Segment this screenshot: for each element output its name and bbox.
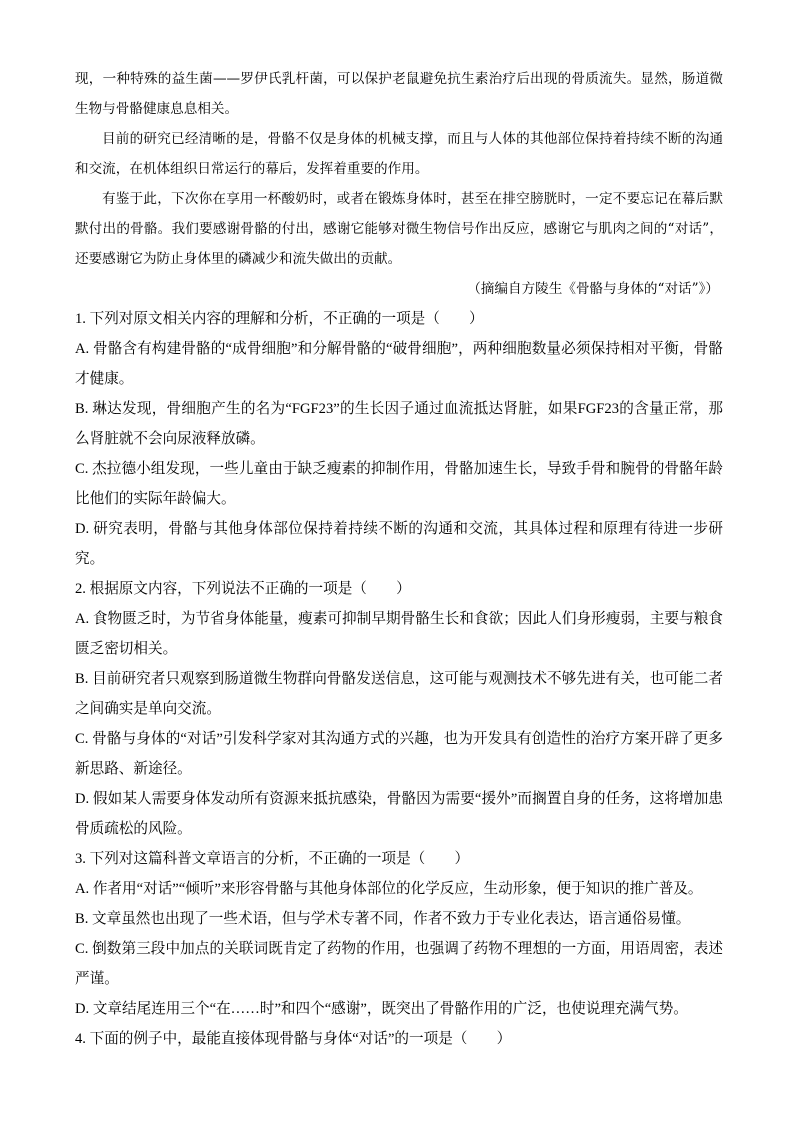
question-option: A. 食物匮乏时，为节省身体能量，瘦素可抑制早期骨骼生长和食欲；因此人们身形瘦弱，主要与粮食匮乏密切相关。	[75, 611, 723, 657]
question-stem: 2. 根据原文内容，下列说法不正确的一项是（ ）	[75, 581, 411, 597]
question-option: B. 文章虽然也出现了一些术语，但与学术专著不同，作者不致力于专业化表达，语言通俗易懂。	[75, 911, 691, 927]
passage-source: （摘编自方陵生《骨骼与身体的“对话”》）	[467, 281, 719, 297]
question-stem: 1. 下列对原文相关内容的理解和分析，不正确的一项是（ ）	[75, 311, 484, 327]
question-stem: 3. 下列对这篇科普文章语言的分析，不正确的一项是（ ）	[75, 851, 470, 867]
question-option: B. 琳达发现，骨细胞产生的名为“FGF23”的生长因子通过血流抵达肾脏，如果FGF23的含量正常，那么肾脏就不会向尿液释放磷。	[75, 401, 723, 447]
question-option: D. 文章结尾连用三个“在……时”和四个“感谢”，既突出了骨骼作用的广泛，也使说理充满气势。	[75, 1001, 688, 1017]
question-option: D. 假如某人需要身体发动所有资源来抵抗感染，骨骼因为需要“援外”而搁置自身的任务，这将增加患骨质疏松的风险。	[75, 791, 723, 837]
question-stem: 4. 下面的例子中，最能直接体现骨骼与身体“对话”的一项是（ ）	[75, 1031, 512, 1047]
question-option: A. 骨骼含有构建骨骼的“成骨细胞”和分解骨骼的“破骨细胞”，两种细胞数量必须保持相对平衡，骨骼才健康。	[75, 341, 723, 387]
passage-paragraph: 现，一种特殊的益生菌——罗伊氏乳杆菌，可以保护老鼠避免抗生素治疗后出现的骨质流失。显然，肠道微生物与骨骼健康息息相关。	[75, 71, 723, 117]
passage-paragraph: 有鉴于此，下次你在享用一杯酸奶时，或者在锻炼身体时，甚至在排空膀胱时，一定不要忘记在幕后默默付出的骨骼。我们要感谢骨骼的付出，感谢它能够对微生物信号作出反应，感谢它与肌肉之间的“对话”，还要感谢它为防止身体里的磷减少和流失做出的贡献。	[75, 191, 723, 267]
document-page	[75, 64, 723, 1054]
question-option: C. 骨骼与身体的“对话”引发科学家对其沟通方式的兴趣，也为开发具有创造性的治疗方案开辟了更多新思路、新途径。	[75, 731, 723, 777]
question-option: C. 倒数第三段中加点的关联词既肯定了药物的作用，也强调了药物不理想的一方面，用语周密，表述严谨。	[75, 941, 723, 987]
question-option: C. 杰拉德小组发现，一些儿童由于缺乏瘦素的抑制作用，骨骼加速生长，导致手骨和腕骨的骨骼年龄比他们的实际年龄偏大。	[75, 461, 723, 507]
passage-paragraph: 目前的研究已经清晰的是，骨骼不仅是身体的机械支撑，而且与人体的其他部位保持着持续不断的沟通和交流，在机体组织日常运行的幕后，发挥着重要的作用。	[75, 131, 723, 177]
question-option: A. 作者用“对话”“倾听”来形容骨骼与其他身体部位的化学反应，生动形象，便于知识的推广普及。	[75, 881, 703, 897]
question-option: D. 研究表明，骨骼与其他身体部位保持着持续不断的沟通和交流，其具体过程和原理有待进一步研究。	[75, 521, 723, 567]
question-option: B. 目前研究者只观察到肠道微生物群向骨骼发送信息，这可能与观测技术不够先进有关，也可能二者之间确实是单向交流。	[75, 671, 723, 717]
